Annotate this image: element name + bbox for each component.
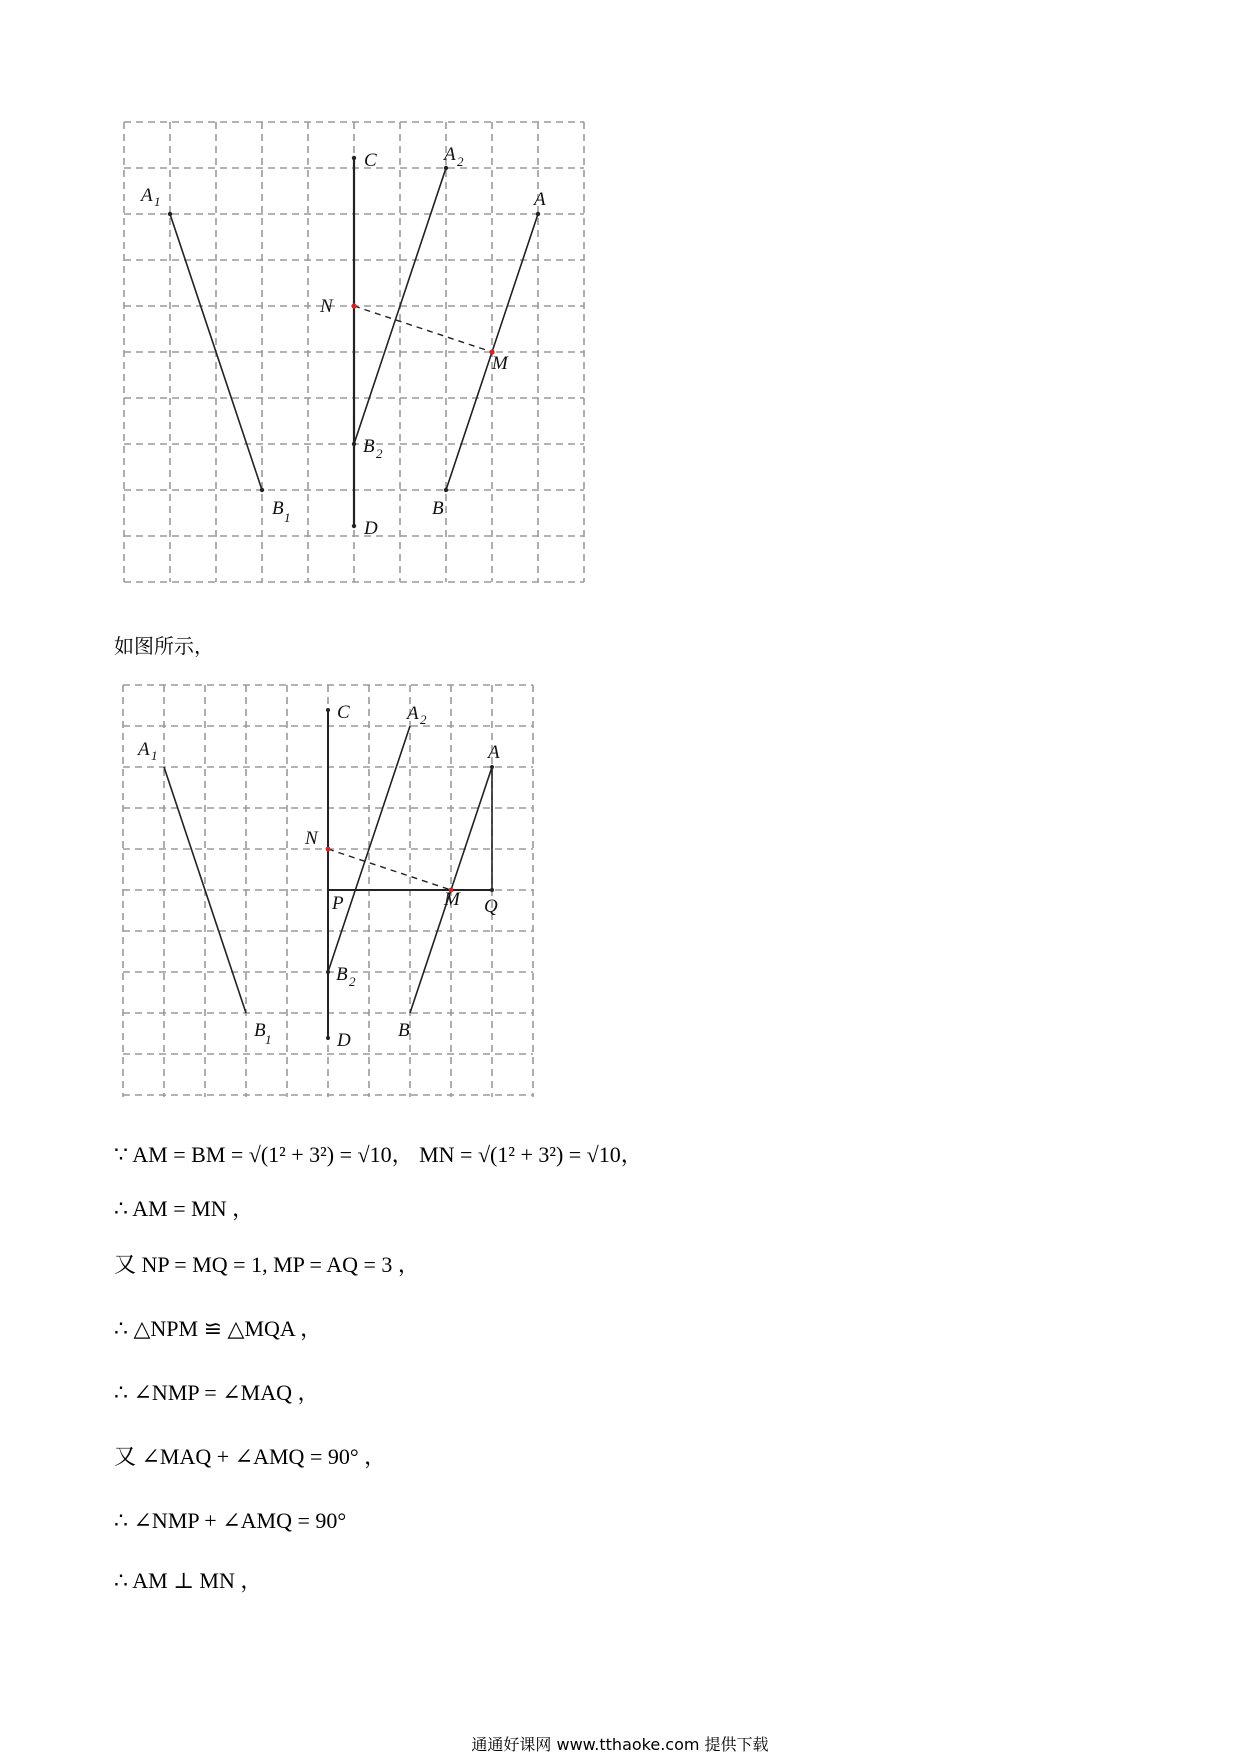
point-b (444, 488, 448, 492)
label-p: P (332, 893, 344, 914)
label-b2: B (363, 436, 375, 457)
label-a2-2: A (407, 703, 419, 724)
point-n (351, 303, 356, 308)
label-a2-sub: 2 (457, 154, 464, 169)
segment-nm-2 (328, 849, 451, 890)
label-b-2: B (398, 1020, 410, 1041)
label-a2: A (444, 144, 456, 165)
label-c-2: C (337, 702, 350, 723)
point-n-2 (326, 847, 331, 852)
point-q (490, 888, 494, 892)
label-a: A (534, 189, 546, 210)
figure-1 (0, 0, 1240, 600)
label-d: D (364, 518, 378, 539)
label-b2-sub: 2 (376, 446, 383, 461)
proof-line-8: ∴ AM ⊥ MN ， (114, 1568, 263, 1593)
label-m-2: M (444, 889, 460, 910)
label-c: C (364, 150, 377, 171)
label-b1: B (272, 498, 284, 519)
point-b1 (260, 488, 264, 492)
label-a-2: A (488, 742, 500, 763)
point-c (352, 156, 356, 160)
label-n-2: N (305, 828, 318, 849)
point-d (352, 524, 356, 528)
proof-line-2: ∴ AM = MN ， (114, 1196, 255, 1221)
label-b2-sub-2: 2 (349, 974, 356, 989)
point-b2 (352, 442, 356, 446)
figure-2 (0, 680, 1240, 1100)
label-b1-sub: 1 (284, 510, 291, 525)
label-a2-sub-2: 2 (420, 712, 427, 727)
point-d-2 (326, 1036, 330, 1040)
label-m: M (492, 353, 508, 374)
point-a (536, 212, 540, 216)
point-b2-2 (326, 970, 330, 974)
label-a1-sub: 1 (154, 194, 161, 209)
label-b1-sub-2: 1 (265, 1032, 272, 1047)
segment-nm (354, 306, 492, 352)
page-footer: 通通好课网 www.tthaoke.com 提供下载 (471, 1735, 769, 1754)
label-b: B (432, 498, 444, 519)
point-a1 (168, 212, 172, 216)
label-b1-2: B (254, 1020, 266, 1041)
label-n: N (320, 296, 333, 317)
point-a-2 (490, 765, 494, 769)
label-d-2: D (337, 1030, 351, 1051)
label-a1-sub-2: 1 (151, 748, 158, 763)
proof-line-6: 又 ∠MAQ + ∠AMQ = 90° ， (114, 1444, 387, 1469)
proof-line-1: ∵ AM = BM = √(1² + 3²) = √10， MN = √(1² + 3²) = √10， (114, 1142, 643, 1167)
figure-caption: 如图所示， (114, 634, 214, 658)
proof-line-4: ∴ △NPM ≌ △MQA ， (114, 1316, 323, 1341)
proof-line-3: 又 NP = MQ = 1, MP = AQ = 3 ， (114, 1252, 420, 1277)
proof-line-7: ∴ ∠NMP + ∠AMQ = 90° (114, 1508, 347, 1533)
label-a1-2: A (138, 739, 150, 760)
label-b2-2: B (336, 964, 348, 985)
point-a2 (444, 166, 448, 170)
point-c-2 (326, 708, 330, 712)
label-a1: A (141, 185, 153, 206)
proof-line-5: ∴ ∠NMP = ∠MAQ ， (114, 1380, 320, 1405)
label-q: Q (484, 896, 498, 917)
